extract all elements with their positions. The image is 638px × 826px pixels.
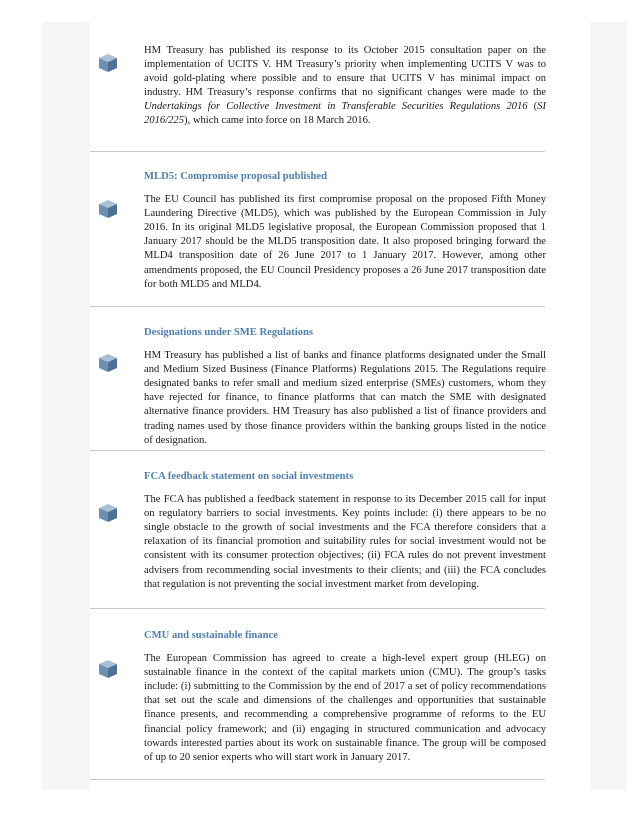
cube-icon bbox=[97, 352, 119, 374]
news-item-cmu bbox=[144, 629, 546, 765]
news-item-heading: FCA feedback statement on social investments bbox=[144, 471, 354, 482]
news-item-body: The European Commission has agreed to create a high-level expert group (HLEG) on sustainable finance in the context of the capital markets union (CMU). The group’s tasks include: (i) submitting to the Commission by the end of 2017 a set of policy recommendations that set out the scale and dimensions of the challenges and opportunities that sustainable finance presents, and recommending a comprehensive programme of reforms to the EU financial policy framework; and (ii) engaging in structured communication and advocacy towards interested parties about its work on sustainable finance. The group will be composed of up to 20 senior experts who will start work in January 2017. bbox=[144, 653, 546, 763]
body-text: ), which came into force on 18 March 2016. bbox=[184, 115, 371, 127]
news-item-heading: MLD5: Compromise proposal published bbox=[144, 171, 327, 182]
news-item-body: HM Treasury has published a list of banks and finance platforms designated under the Small and Medium Sized Business (Finance Platforms) Regulations 2015. The Regulations require designated banks to refer small and medium sized enterprise (SMEs) customers, whom they have rejected for finance, to finance platforms that can match the SME with designated alternative finance providers. HM Treasury has also published a list of finance providers and trading names used by those finance providers within the banking groups listed in the notice of designation. bbox=[144, 350, 546, 446]
news-item-body: The EU Council has published its first compromise proposal on the proposed Fifth Money Laundering Directive (MLD5), which was published by the European Commission in July 2016. In its original MLD5 legislative proposal, the European Commission proposed that 1 January 2017 should be the MLD5 transposition date. It also proposed bringing forward the MLD4 transposition date of 26 June 2017 to 1 January 2017. However, among other amendments proposed, the EU Council Presidency proposes a 26 June 2017 transposition date for both MLD5 and MLD4. bbox=[144, 194, 546, 290]
body-text: ( bbox=[527, 101, 538, 113]
news-item-heading: CMU and sustainable finance bbox=[144, 630, 278, 641]
cube-icon bbox=[97, 502, 119, 524]
section-divider bbox=[90, 608, 545, 609]
section-divider bbox=[90, 779, 545, 780]
cube-icon bbox=[97, 198, 119, 220]
news-item-heading: Designations under SME Regulations bbox=[144, 327, 314, 338]
news-item-body: The FCA has published a feedback statement in response to its December 2015 call for input on regulatory barriers to social investments. Key points include: (i) there appears to be no single obstacle to the growth of social investments and the FCA therefore considers that a relaxation of its financial promotion and suitability rules for social investment would not be consistent with its consumer protection objectives; (ii) FCA rules do not prevent investment advisers from recommending social investments to their clients; and (iii) the FCA concludes that regulation is not preventing the social investment market from developing. bbox=[144, 494, 546, 590]
section-divider bbox=[90, 450, 545, 451]
body-text-italic: SI 2016/225 bbox=[144, 101, 546, 127]
cube-icon bbox=[97, 658, 119, 680]
news-item-fca bbox=[144, 470, 546, 592]
news-item-body bbox=[144, 44, 546, 129]
section-divider bbox=[90, 151, 545, 152]
left-margin-bar bbox=[11, 22, 42, 790]
cube-icon bbox=[97, 52, 119, 74]
news-item-ucits bbox=[144, 44, 546, 129]
news-item-sme bbox=[144, 326, 546, 448]
body-text: HM Treasury has published its response to its October 2015 consultation paper on the implementation of UCITS V. HM Treasury’s priority when implementing UCITS V was to avoid gold-plating where possible and to ensure that UCITS V has minimal impact on industry. HM Treasury’s response confirms that no significant changes were made to the bbox=[144, 45, 546, 99]
body-text-italic: Undertakings for Collective Investment in Transferable Securities Regulations 2016 bbox=[144, 101, 528, 113]
section-divider bbox=[90, 306, 545, 307]
news-item-mld5 bbox=[144, 170, 546, 292]
